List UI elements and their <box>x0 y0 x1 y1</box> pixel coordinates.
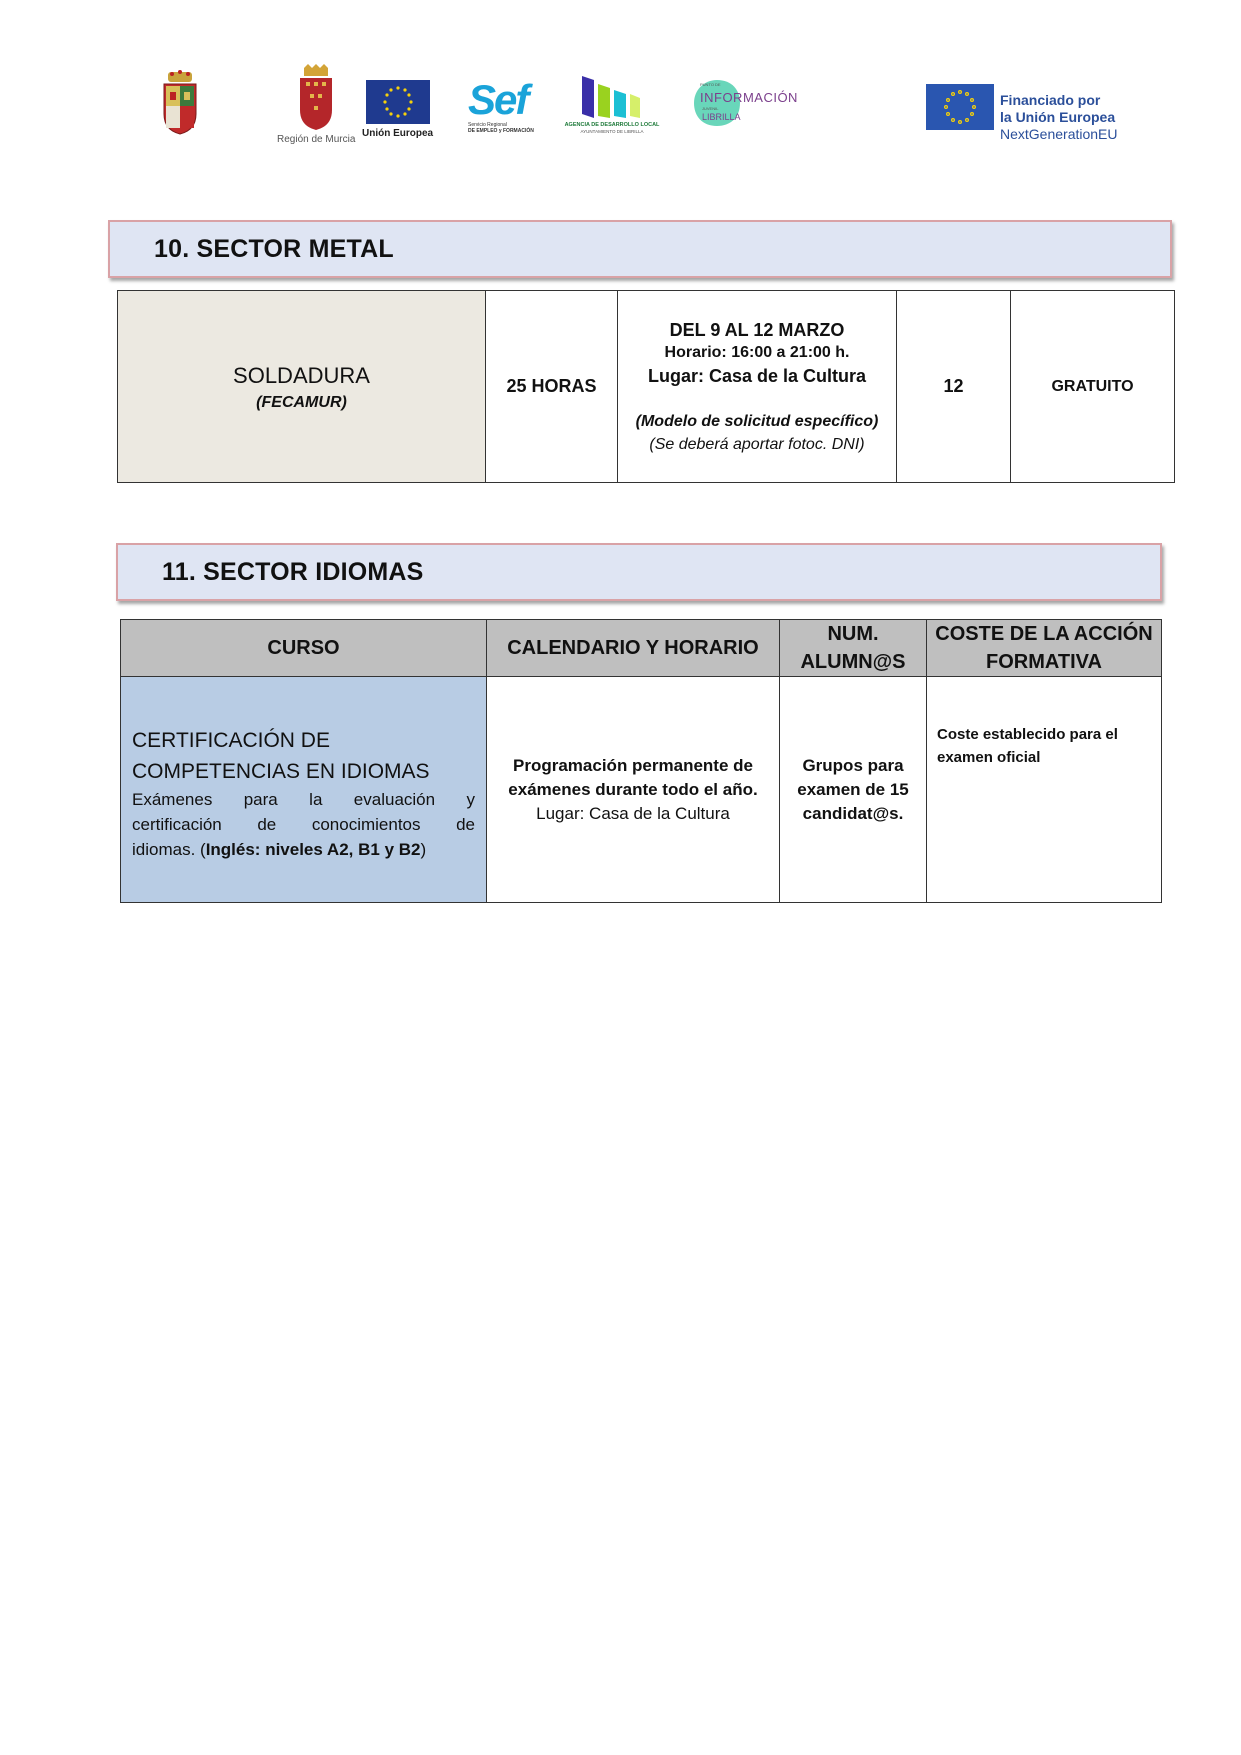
course-name: SOLDADURA <box>233 362 370 388</box>
adl-caption-2: AYUNTAMIENTO DE LIBRILLA <box>580 129 644 134</box>
table-header-row <box>121 620 1162 677</box>
idiomas-desc-3c: ) <box>420 840 427 859</box>
cost-cell <box>1011 291 1175 483</box>
course-place: Lugar: Casa de la Cultura <box>647 365 867 386</box>
header-num-label-1: NUM. <box>827 623 879 645</box>
idiomas-desc-1: Exámenes para la evaluación y <box>132 790 475 809</box>
idiomas-course-title-1: CERTIFICACIÓN DE <box>132 729 330 752</box>
header-coste-label-1: COSTE DE LA ACCIÓN <box>935 623 1153 645</box>
course-note-2: (Se deberá aportar fotoc. DNI) <box>649 435 865 453</box>
union-europea-logo <box>362 80 433 139</box>
nextgen-line-3: NextGenerationEU <box>1000 126 1118 142</box>
adl-bars-icon <box>580 74 660 120</box>
sef-caption-2: DE EMPLEO y FORMACIÓN <box>468 128 534 134</box>
info-text-4: LIBRILLA <box>702 112 741 122</box>
metal-course-table <box>117 290 1175 483</box>
table-row <box>121 677 1162 903</box>
table-row <box>118 291 1175 483</box>
idiomas-groups-2: examen de 15 <box>797 779 909 799</box>
nextgen-text <box>1000 92 1118 143</box>
idiomas-calendar-3: Lugar: Casa de la Cultura <box>536 803 730 823</box>
header-num-label-2: ALUMN@S <box>800 651 906 673</box>
idiomas-desc-3b: Inglés: niveles A2, B1 y B2 <box>205 840 421 859</box>
idiomas-calendar-1: Programación permanente de <box>513 755 753 775</box>
idiomas-groups-cell <box>780 677 927 903</box>
idiomas-course-cell <box>121 677 487 903</box>
region-murcia-caption: Región de Murcia <box>277 134 356 145</box>
header-coste-label-2: FORMATIVA <box>986 651 1102 673</box>
nextgen-line-2: la Unión Europea <box>1000 109 1116 125</box>
idiomas-cost-1: Coste establecido para el <box>937 726 1118 743</box>
section-metal-title: 10. SECTOR METAL <box>154 234 394 263</box>
idiomas-calendar-cell <box>487 677 780 903</box>
idiomas-groups-3: candidat@s. <box>802 803 904 823</box>
murcia-shield-icon <box>296 64 336 130</box>
idiomas-calendar-2: exámenes durante todo el año. <box>508 779 758 799</box>
course-hours: 25 HORAS <box>506 376 597 396</box>
idiomas-desc-2: certificación de conocimientos de <box>132 815 475 834</box>
section-metal-header <box>108 220 1172 278</box>
eu-flag-icon <box>366 80 430 124</box>
course-provider: (FECAMUR) <box>256 393 347 411</box>
header-coste <box>927 620 1162 677</box>
info-text-3: JUVENIL <box>702 106 719 111</box>
ayuntamiento-logo <box>160 70 200 136</box>
informacion-juvenil-logo <box>692 78 798 130</box>
coat-of-arms-icon <box>160 70 200 136</box>
header-curso <box>121 620 487 677</box>
adl-logo <box>560 74 664 138</box>
section-idiomas-header <box>116 543 1162 601</box>
idiomas-desc-3 <box>132 837 475 862</box>
header-num-alumnos <box>780 620 927 677</box>
idiomas-desc-3a: idiomas. ( <box>132 840 206 859</box>
schedule-cell <box>618 291 897 483</box>
sef-logo <box>468 78 540 134</box>
course-note-1: (Modelo de solicitud específico) <box>635 412 879 430</box>
info-text-2: INFORMACIÓN <box>700 90 798 105</box>
header-calendario-label: CALENDARIO Y HORARIO <box>507 637 759 659</box>
course-schedule: Horario: 16:00 a 21:00 h. <box>664 343 850 361</box>
header-calendario <box>487 620 780 677</box>
idiomas-groups-1: Grupos para <box>802 755 904 775</box>
course-cost: GRATUITO <box>1051 377 1134 395</box>
sef-wordmark: Sef <box>468 76 528 123</box>
idiomas-cost-2: examen oficial <box>937 749 1041 766</box>
nextgen-line-1: Financiado por <box>1000 92 1101 108</box>
course-dates: DEL 9 AL 12 MARZO <box>669 319 845 340</box>
header-curso-label: CURSO <box>267 637 340 659</box>
course-name-cell <box>118 291 486 483</box>
info-text-1: PUNTO DE <box>700 82 721 87</box>
sef-caption-1: Servicio Regional <box>468 122 507 128</box>
students-cell <box>897 291 1011 483</box>
section-idiomas-title: 11. SECTOR IDIOMAS <box>162 557 424 586</box>
idiomas-course-table <box>120 619 1162 903</box>
union-europea-caption: Unión Europea <box>362 128 434 139</box>
adl-caption-1: AGENCIA DE DESARROLLO LOCAL <box>564 122 660 128</box>
region-murcia-logo <box>277 64 355 145</box>
eu-flag-icon <box>926 84 994 130</box>
idiomas-cost-cell <box>927 677 1162 903</box>
hours-cell <box>486 291 618 483</box>
nextgen-flag <box>926 84 994 130</box>
course-students: 12 <box>943 376 964 396</box>
logo-strip <box>0 60 1241 160</box>
idiomas-course-title-2: COMPETENCIAS EN IDIOMAS <box>132 760 430 783</box>
